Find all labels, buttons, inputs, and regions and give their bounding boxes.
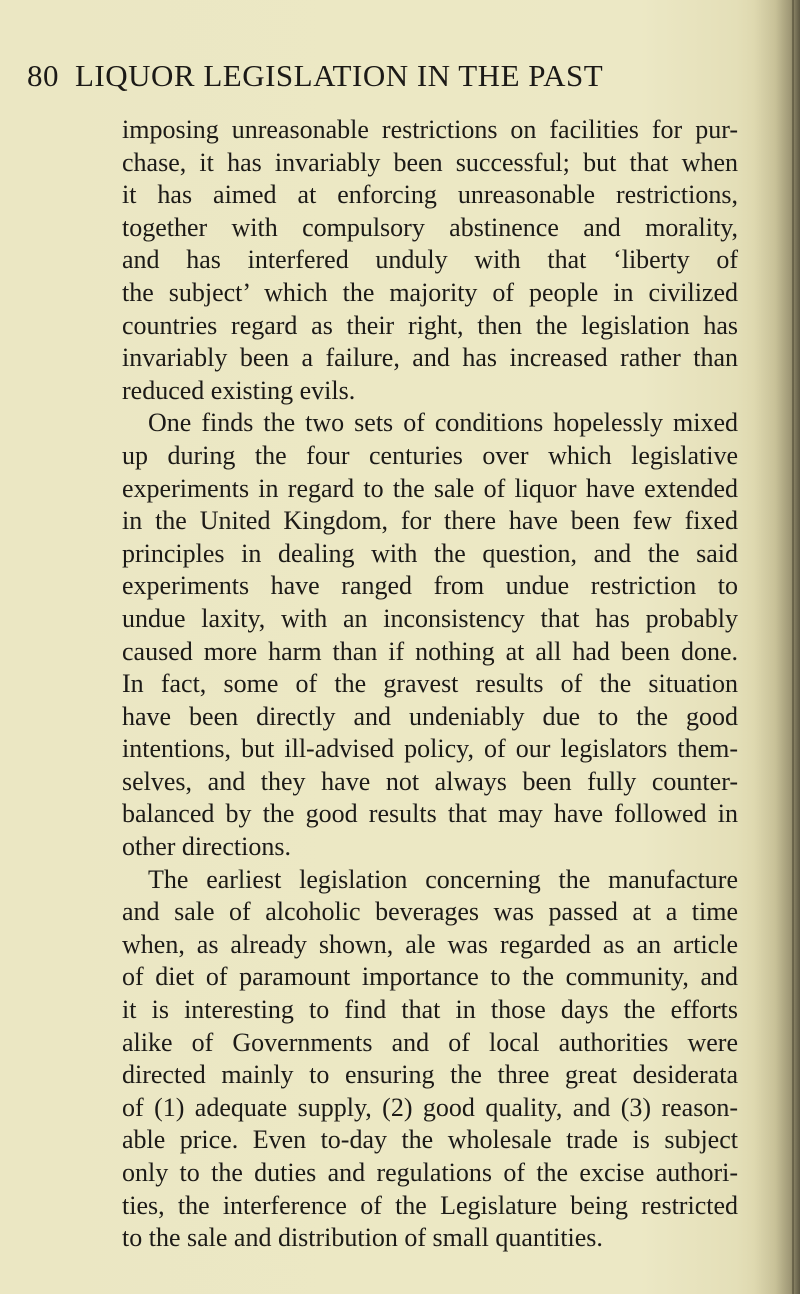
text-line: intentions, but ill-advised policy, of our legislators them- [122, 734, 738, 764]
text-line: countries regard as their right, then the legislation has [122, 310, 738, 340]
text-line: it is interesting to find that in those days the efforts [122, 995, 738, 1025]
text-line: principles in dealing with the question, and the said [122, 538, 738, 568]
running-header [27, 58, 603, 94]
text-line: of (1) adequate supply, (2) good quality, and (3) reason- [122, 1092, 738, 1122]
text-line: imposing unreasonable restrictions on facilities for pur- [122, 115, 738, 144]
text-line: only to the duties and regulations of the excise authori- [122, 1158, 738, 1187]
text-line: reduced existing evils. [122, 375, 356, 405]
text-line: the subject’ which the majority of people in civilized [122, 277, 738, 307]
text-line: in the United Kingdom, for there have been few fixed [122, 506, 738, 536]
text-line: experiments in regard to the sale of liquor have extended [122, 473, 738, 503]
running-title: LIQUOR LEGISLATION IN THE PAST [75, 58, 604, 93]
text-line: and has interfered unduly with that ‘liberty of [122, 245, 738, 275]
text-line: undue laxity, with an inconsistency that has probably [122, 603, 738, 633]
text-line: have been directly and undeniably due to the good [122, 701, 738, 731]
text-line: able price. Even to-day the wholesale trade is subject [122, 1125, 738, 1155]
text-line: caused more harm than if nothing at all had been done. [122, 636, 738, 666]
text-line: ties, the interference of the Legislature being restricted [122, 1190, 738, 1220]
body-text [122, 114, 738, 1255]
text-line: together with compulsory abstinence and morality, [122, 212, 738, 242]
text-line: of diet of paramount importance to the community, and [122, 962, 738, 992]
text-line: selves, and they have not always been fully counter- [122, 766, 738, 796]
text-line: In fact, some of the gravest results of the situation [122, 669, 738, 699]
text-line: balanced by the good results that may have followed in [122, 799, 738, 829]
text-line: invariably been a failure, and has increased rather than [122, 343, 738, 373]
text-line: One finds the two sets of conditions hopelessly mixed [148, 408, 738, 438]
text-line: The earliest legislation concerning the manufacture [148, 864, 738, 894]
text-line: and sale of alcoholic beverages was passed at a time [122, 897, 738, 927]
page-number: 80 [27, 58, 59, 93]
page-gutter-line [792, 0, 794, 1294]
text-line: other directions. [122, 832, 291, 862]
text-line: up during the four centuries over which legislative [122, 440, 738, 470]
text-line: experiments have ranged from undue restriction to [122, 571, 738, 601]
text-line: when, as already shown, ale was regarded as an article [122, 929, 738, 959]
text-line: chase, it has invariably been successful; but that when [122, 147, 738, 177]
text-line: to the sale and distribution of small quantities. [122, 1223, 603, 1253]
text-line: alike of Governments and of local authorities were [122, 1027, 738, 1057]
text-line: directed mainly to ensuring the three great desiderata [122, 1060, 738, 1090]
text-line: it has aimed at enforcing unreasonable restrictions, [122, 180, 738, 210]
